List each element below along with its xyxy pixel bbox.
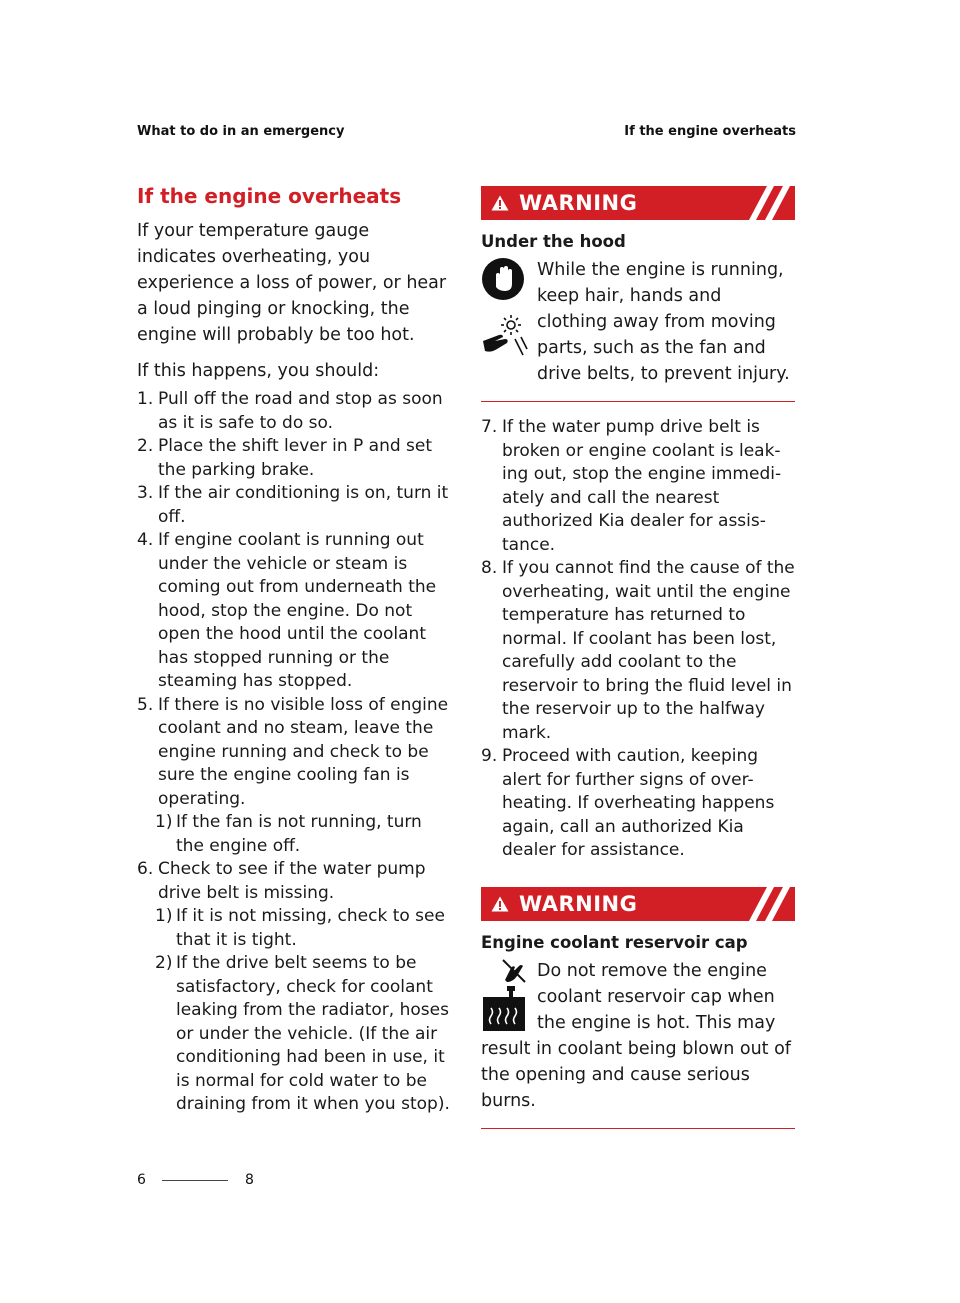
stop-hand-icon: [481, 257, 525, 301]
page-number: 8: [245, 1172, 254, 1188]
warning-banner: [481, 186, 795, 220]
warning-icons: [481, 257, 537, 387]
sub-list: [137, 811, 452, 858]
warning-text: While the engine is running, keep hair, hands and clothing away from moving parts, such as the fan and drive belts, to prevent injury.: [537, 260, 790, 384]
warning-body: [481, 958, 795, 1114]
hot-reservoir-icon: [481, 986, 529, 1032]
sub-list: [137, 905, 452, 1117]
list-item: 3. If the air conditioning is on, turn it off.: [137, 483, 449, 527]
list-item: 5. If there is no visible loss of engine coolant and no steam, leave the engine running and check to be sure the engine cooling fan is operating.: [137, 694, 449, 809]
warning-label: WARNING: [519, 891, 638, 916]
right-column: [481, 186, 795, 1129]
rotating-fan-hand-icon: [481, 313, 529, 359]
running-header-chapter: What to do in an emergency: [137, 124, 345, 139]
list-item: 8. If you cannot find the cause of the overheating, wait until the engine temperature has returned to normal. If coolant has been lost, carefully add coolant to the reservoir to bring the fluid level in the reservoir up to the halfway mark.: [481, 558, 795, 743]
list-item: 2) If the drive belt seems to be satisfactory, check for coolant leaking from the radiator, hoses or under the vehicle. (If the air conditioning had been in use, it is normal for cold water to be draining from it when you stop).: [155, 953, 450, 1114]
warning-icons: [481, 958, 537, 1034]
warning-banner: [481, 887, 795, 921]
list-item: 1. Pull off the road and stop as soon as it is safe to do so.: [137, 389, 443, 433]
warning-triangle-icon: [491, 896, 509, 912]
list-item: 1) If it is not missing, check to see that it is tight.: [155, 906, 445, 950]
warning-divider: [481, 1128, 795, 1129]
running-header-section: If the engine overheats: [624, 124, 796, 139]
warning-body: [481, 257, 795, 387]
warning-triangle-icon: [491, 195, 509, 211]
list-item: 7. If the water pump drive belt is broken or engine coolant is leak-ing out, stop the engine immedi-ately and call the nearest authorized Kia dealer for assis-tance.: [481, 417, 782, 555]
warning-block-2: [481, 887, 795, 1129]
warning-text: Do not remove the engine coolant reservoir cap when the engine is hot. This may result in coolant being blown out of the opening and cause serious burns.: [481, 960, 791, 1111]
steps-list: [137, 388, 452, 1117]
warning-divider: [481, 401, 795, 402]
list-item: 1) If the fan is not running, turn the engine off.: [155, 812, 422, 856]
section-title: If the engine overheats: [137, 184, 402, 208]
banner-slashes-decoration: [739, 887, 795, 921]
warning-label: WARNING: [519, 191, 638, 215]
warning-subtitle: Under the hood: [481, 232, 626, 251]
no-touch-icon: [481, 958, 529, 984]
list-item: 9. Proceed with caution, keeping alert for further signs of over-heating. If overheating happens again, call an authorized Kia dealer for assistance.: [481, 746, 775, 860]
list-item: 4. If engine coolant is running out under the vehicle or steam is coming out from underneath the hood, stop the engine. Do not open the hood until the coolant has stopped running or the steaming has stopped.: [137, 530, 437, 691]
steps-list-continued: [481, 416, 795, 863]
banner-slashes-decoration: [739, 186, 795, 220]
lead-paragraph: If this happens, you should:: [137, 361, 380, 381]
chapter-number: 6: [137, 1172, 146, 1188]
list-item: 6. Check to see if the water pump drive belt is missing.: [137, 859, 426, 903]
footer-divider: [162, 1180, 228, 1181]
left-column: [137, 184, 452, 1117]
list-item: 2. Place the shift lever in P and set the parking brake.: [137, 436, 433, 480]
warning-subtitle: Engine coolant reservoir cap: [481, 932, 748, 952]
intro-paragraph: If your temperature gauge indicates overheating, you experience a loss of power, or hear a loud pinging or knocking, the engine will probably be too hot.: [137, 221, 447, 345]
